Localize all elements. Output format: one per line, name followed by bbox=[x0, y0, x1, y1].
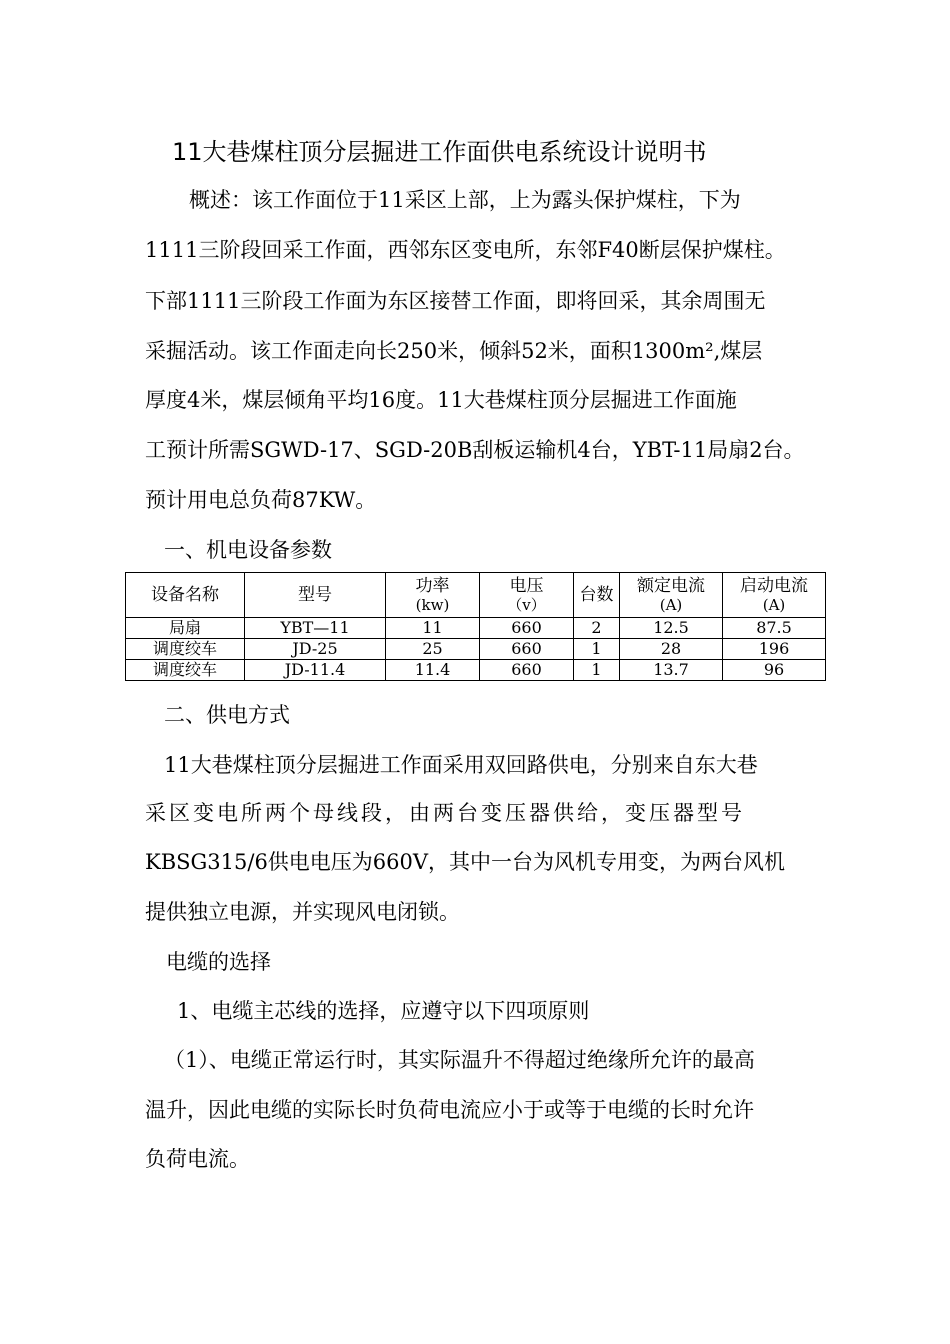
table-cell: 13.7 bbox=[620, 660, 723, 681]
header-rated-current: 额定电流 (A) bbox=[620, 573, 723, 618]
supply-line-2: 采区变电所两个母线段，由两台变压器供给，变压器型号 bbox=[145, 801, 745, 825]
overview-line-1: 概述：该工作面位于11采区上部，上为露头保护煤柱，下为 bbox=[189, 188, 741, 212]
header-device-name: 设备名称 bbox=[126, 573, 245, 618]
table-cell: 11 bbox=[386, 618, 480, 639]
cable-selection-heading: 电缆的选择 bbox=[166, 950, 271, 974]
supply-line-1: 11大巷煤柱顶分层掘进工作面采用双回路供电，分别来自东大巷 bbox=[164, 753, 758, 777]
table-cell: 96 bbox=[723, 660, 826, 681]
header-count: 台数 bbox=[574, 573, 620, 618]
section-heading-supply: 二、供电方式 bbox=[164, 703, 290, 727]
overview-line-7: 预计用电总负荷87KW。 bbox=[145, 488, 377, 512]
table-cell: 660 bbox=[480, 618, 574, 639]
table-cell: 25 bbox=[386, 639, 480, 660]
document-title: 11大巷煤柱顶分层掘进工作面供电系统设计说明书 bbox=[172, 138, 707, 166]
header-voltage: 电压 （v） bbox=[480, 573, 574, 618]
table-cell: 调度绞车 bbox=[126, 639, 245, 660]
table-cell: 660 bbox=[480, 660, 574, 681]
table-cell: 12.5 bbox=[620, 618, 723, 639]
overview-line-4: 采掘活动。该工作面走向长250米，倾斜52米，面积1300m²,煤层 bbox=[145, 339, 763, 363]
table-cell: 调度绞车 bbox=[126, 660, 245, 681]
table-cell: 11.4 bbox=[386, 660, 480, 681]
header-power: 功率 (kw) bbox=[386, 573, 480, 618]
header-model: 型号 bbox=[245, 573, 386, 618]
principle-heading: 1、电缆主芯线的选择，应遵守以下四项原则 bbox=[177, 999, 590, 1023]
header-starting-current: 启动电流 (A) bbox=[723, 573, 826, 618]
table-row bbox=[126, 660, 826, 681]
equipment-parameter-table bbox=[125, 572, 826, 681]
table-cell: YBT—11 bbox=[245, 618, 386, 639]
overview-line-3: 下部1111三阶段工作面为东区接替工作面，即将回采，其余周围无 bbox=[145, 289, 766, 313]
principle-line-2: 温升，因此电缆的实际长时负荷电流应小于或等于电缆的长时允许 bbox=[145, 1098, 754, 1122]
table-cell: 1 bbox=[574, 660, 620, 681]
principle-line-1: （1）、电缆正常运行时，其实际温升不得超过绝缘所允许的最高 bbox=[164, 1048, 755, 1072]
supply-line-4: 提供独立电源，并实现风电闭锁。 bbox=[145, 900, 460, 924]
overview-line-5: 厚度4米，煤层倾角平均16度。11大巷煤柱顶分层掘进工作面施 bbox=[145, 388, 737, 412]
principle-line-3: 负荷电流。 bbox=[145, 1147, 250, 1171]
table-cell: 87.5 bbox=[723, 618, 826, 639]
table-cell: 局扇 bbox=[126, 618, 245, 639]
overview-line-6: 工预计所需SGWD-17、SGD-20B刮板运输机4台，YBT-11局扇2台。 bbox=[145, 438, 805, 462]
table-cell: JD-25 bbox=[245, 639, 386, 660]
table-cell: JD-11.4 bbox=[245, 660, 386, 681]
section-heading-equipment: 一、机电设备参数 bbox=[164, 538, 332, 562]
overview-line-2: 1111三阶段回采工作面，西邻东区变电所，东邻F40断层保护煤柱。 bbox=[145, 238, 786, 262]
supply-line-3: KBSG315/6供电电压为660V，其中一台为风机专用变，为两台风机 bbox=[145, 850, 786, 874]
table-cell: 1 bbox=[574, 639, 620, 660]
table-cell: 28 bbox=[620, 639, 723, 660]
table-cell: 2 bbox=[574, 618, 620, 639]
table-cell: 196 bbox=[723, 639, 826, 660]
table-row bbox=[126, 618, 826, 639]
table-cell: 660 bbox=[480, 639, 574, 660]
table-header-row bbox=[126, 573, 826, 618]
table-row bbox=[126, 639, 826, 660]
